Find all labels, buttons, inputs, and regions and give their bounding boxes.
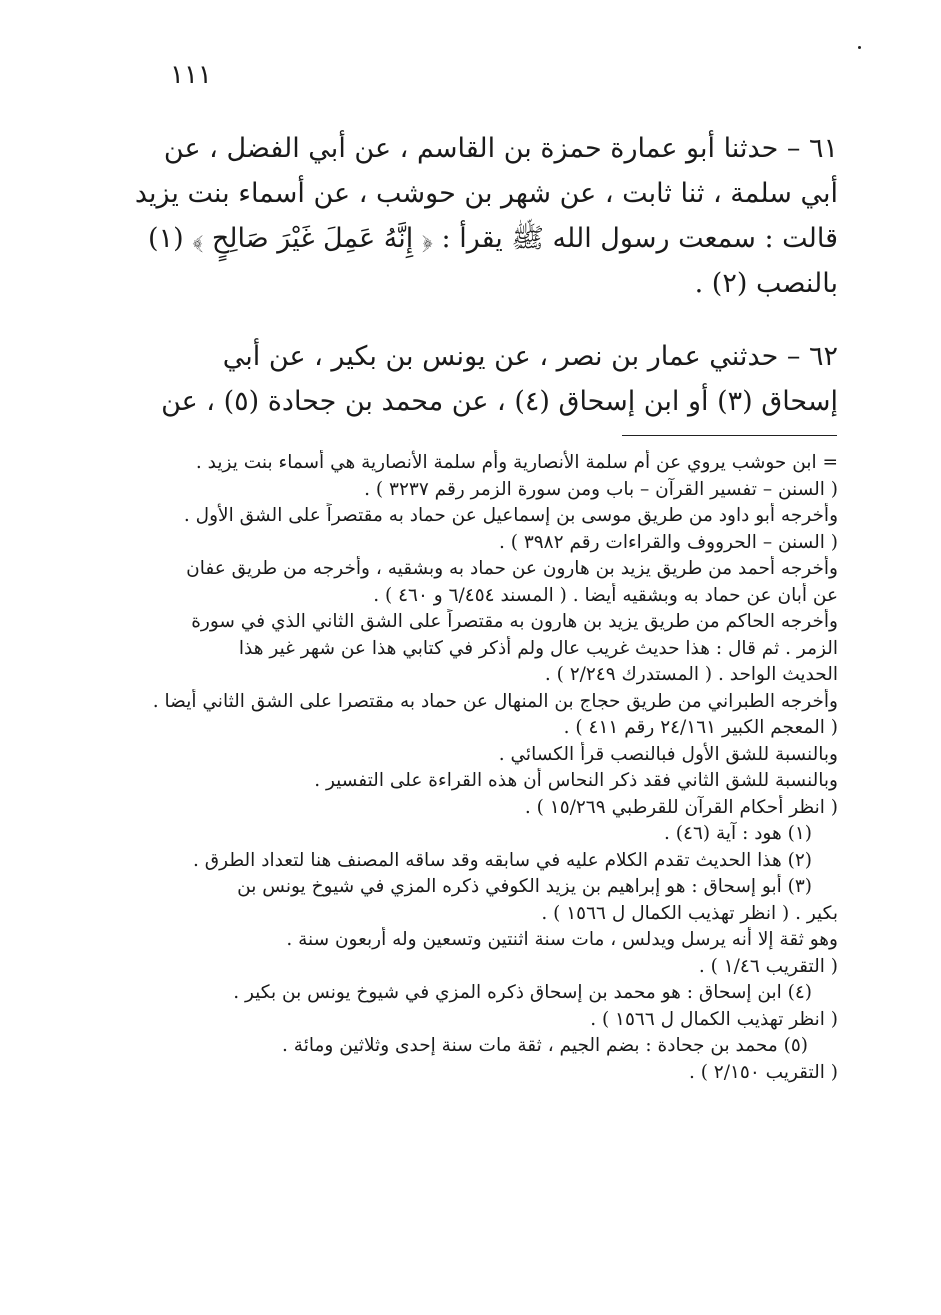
ink-speck: [858, 46, 861, 49]
footnote-line: ( السنن – الحرووف والقراءات رقم ٣٩٨٢ ) .: [498, 531, 838, 553]
hadith-61-line-4: بالنصب (٢) .: [694, 268, 838, 299]
footnote-line: الحديث الواحد . ( المستدرك ٢/٢٤٩ ) .: [544, 664, 838, 685]
footnote-divider: [622, 435, 837, 436]
footnote-line: الزمر . ثم قال : هذا حديث غريب عال ولم أذكر في كتابي هذا عن شهر غير هذا: [238, 637, 838, 659]
footnote-5: (٥) محمد بن جحادة : بضم الجيم ، ثقة مات سنة إحدى وثلاثين ومائة .: [282, 1035, 808, 1056]
footnote-line: = ابن حوشب يروي عن أم سلمة الأنصارية وأم سلمة الأنصارية هي أسماء بنت يزيد .: [195, 452, 838, 473]
footnote-line: وهو ثقة إلا أنه يرسل ويدلس ، مات سنة اثنتين وتسعين وله أربعون سنة .: [286, 929, 838, 950]
page-number: ١١١: [170, 60, 212, 90]
footnote-2: (٢) هذا الحديث تقدم الكلام عليه في سابقه وقد ساقه المصنف هنا لتعداد الطرق .: [193, 849, 812, 871]
footnote-4: (٤) ابن إسحاق : هو محمد بن إسحاق ذكره المزي في شيوخ يونس بن بكير .: [233, 982, 812, 1003]
footnote-line: عن أبان عن حماد به وبشقيه أيضا . ( المسند ٦/٤٥٤ و ٤٦٠ ) .: [373, 584, 838, 606]
hadith-62-line-2: إسحاق (٣) أو ابن إسحاق (٤) ، عن محمد بن جحادة (٥) ، عن: [161, 386, 838, 417]
hadith-62-line-1: ٦٢ – حدثني عمار بن نصر ، عن يونس بن بكير ، عن أبي: [222, 341, 838, 372]
footnote-1: (١) هود : آية (٤٦) .: [664, 823, 812, 844]
footnote-line: وأخرجه الحاكم من طريق يزيد بن هارون به مقتصراً على الشق الثاني الذي في سورة: [191, 611, 838, 632]
main-text: [132, 126, 838, 424]
hadith-61-line-1: ٦١ – حدثنا أبو عمارة حمزة بن القاسم ، عن أبي الفضل ، عن: [163, 133, 838, 164]
footnote-line: ( السنن – تفسير القرآن – باب ومن سورة الزمر رقم ٣٢٣٧ ) .: [364, 478, 838, 500]
footnote-line: ( انظر تهذيب الكمال ل ١٥٦٦ ) .: [590, 1008, 838, 1030]
footnotes: [140, 450, 838, 1086]
footnote-line: ( المعجم الكبير ٢٤/١٦١ رقم ٤١١ ) .: [563, 717, 838, 738]
footnote-3: (٣) أبو إسحاق : هو إبراهيم بن يزيد الكوفي ذكره المزي في شيوخ يونس بن: [237, 876, 812, 897]
footnote-line: وأخرجه أبو داود من طريق موسى بن إسماعيل عن حماد به مقتصراً على الشق الأول .: [183, 505, 838, 526]
footnote-line: ( التقريب ١/٤٦ ) .: [698, 955, 838, 977]
footnote-line: وأخرجه الطبراني من طريق حجاج بن المنهال عن حماد به مقتصرا على الشق الثاني أيضا .: [152, 690, 838, 712]
hadith-61-line-3: قالت : سمعت رسول الله ﷺ يقرأ : ﴿ إِنَّهُ عَمِلَ غَيْرَ صَالِحٍ ﴾ (١): [148, 223, 838, 254]
footnote-line: وبالنسبة للشق الثاني فقد ذكر النحاس أن هذه القراءة على التفسير .: [314, 770, 838, 791]
footnote-line: ( انظر أحكام القرآن للقرطبي ١٥/٢٦٩ ) .: [524, 796, 838, 818]
footnote-line: وبالنسبة للشق الأول فبالنصب قرأ الكسائي .: [498, 743, 838, 765]
footnote-line: وأخرجه أحمد من طريق يزيد بن هارون عن حماد به وبشقيه ، وأخرجه من طريق عفان: [186, 558, 838, 579]
hadith-61-line-2: أبي سلمة ، ثنا ثابت ، عن شهر بن حوشب ، عن أسماء بنت يزيد: [134, 178, 838, 209]
footnote-line: بكير . ( انظر تهذيب الكمال ل ١٥٦٦ ) .: [541, 902, 838, 924]
footnote-line: ( التقريب ٢/١٥٠ ) .: [688, 1061, 838, 1083]
